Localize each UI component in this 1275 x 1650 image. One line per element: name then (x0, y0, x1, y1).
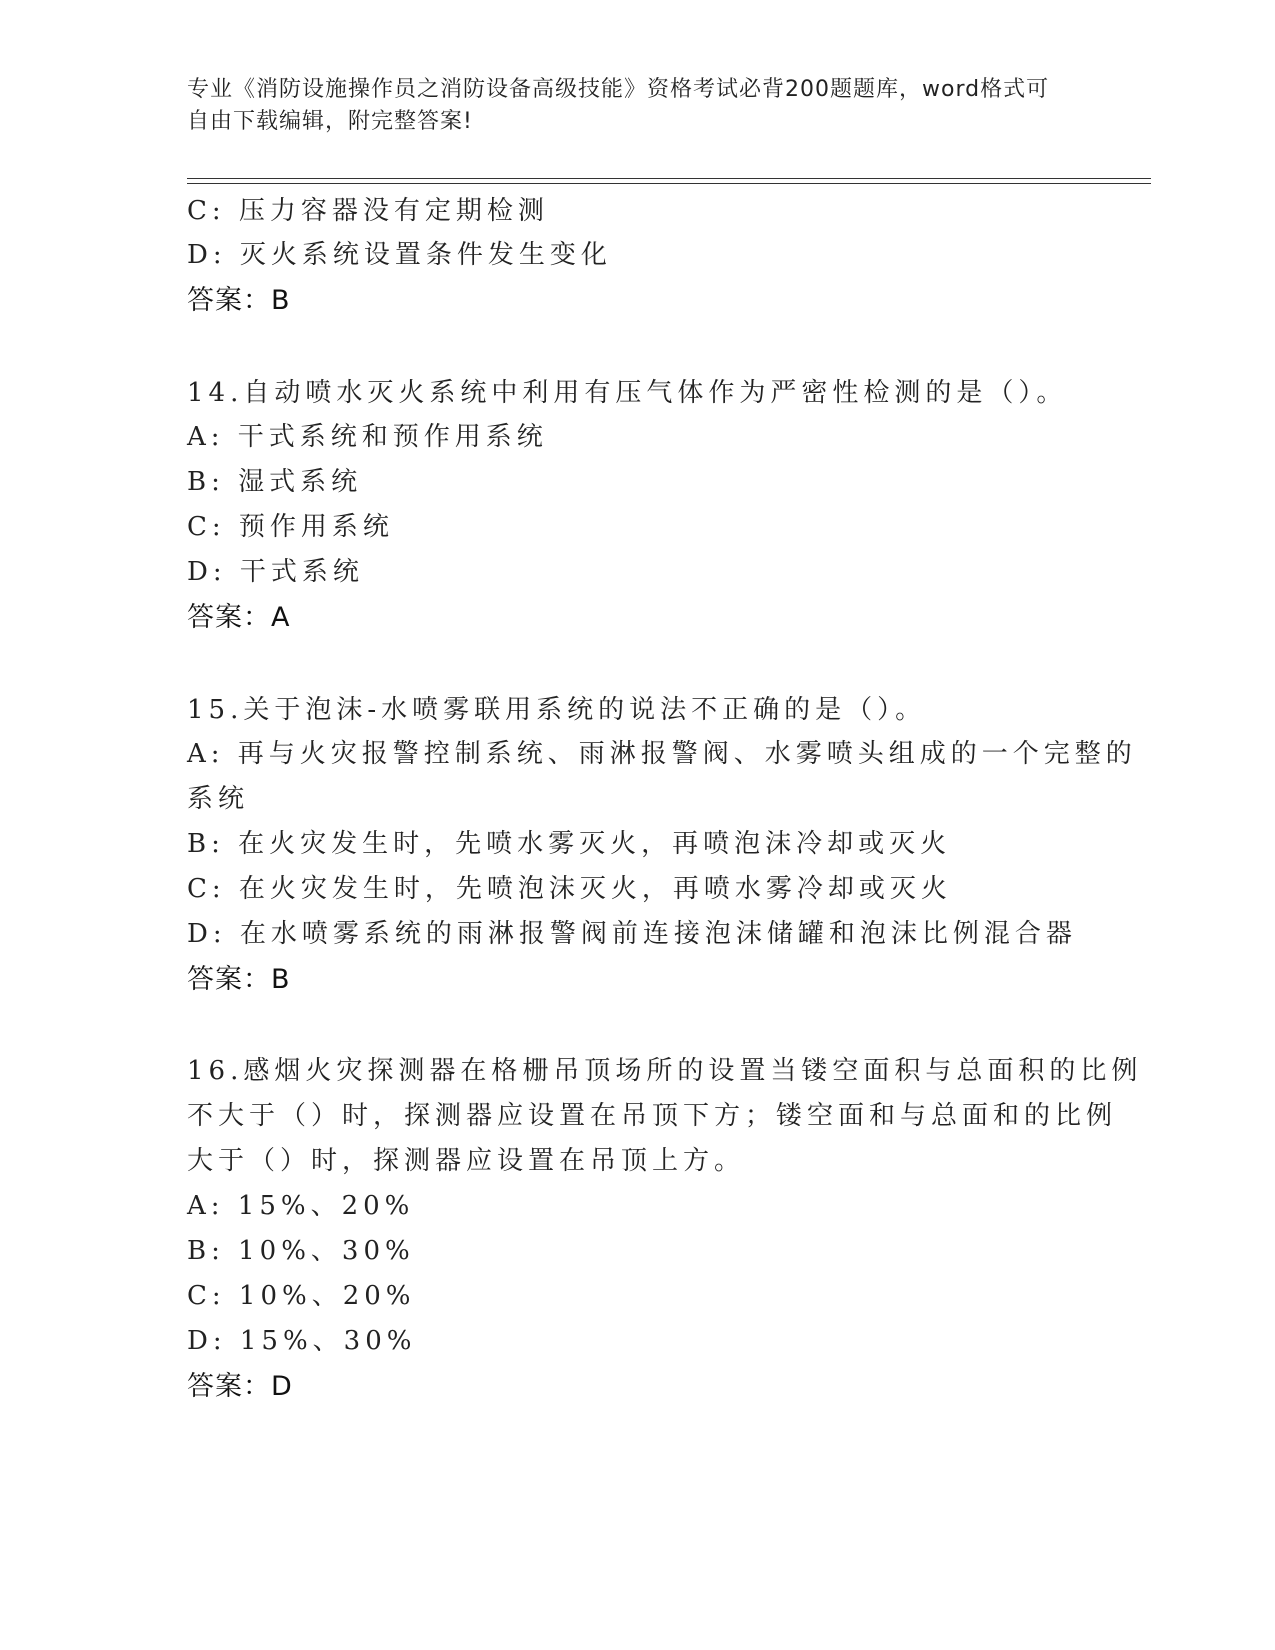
q16-stem-line-1: 16.感烟火灾探测器在格栅吊顶场所的设置当镂空面积与总面积的比例 (187, 1056, 1143, 1086)
header-divider-top (187, 178, 1151, 179)
header-divider-bottom (187, 183, 1151, 184)
q16-option-d: D: 15%、30% (187, 1326, 417, 1356)
q14-option-b: B: 湿式系统 (187, 467, 363, 497)
document-header: 专业《消防设施操作员之消防设备高级技能》资格考试必背200题题库，word格式可自由下载编辑，附完整答案! (187, 77, 1050, 134)
q14-option-c: C: 预作用系统 (187, 512, 394, 542)
q15-option-b: B: 在火灾发生时，先喷水雾灭火，再喷泡沫冷却或灭火 (187, 829, 952, 859)
q15-stem: 15.关于泡沫-水喷雾联用系统的说法不正确的是（）。 (187, 695, 927, 725)
q14-option-d: D: 干式系统 (187, 557, 364, 587)
q15-option-a-cont: 系统 (187, 784, 250, 814)
q14-option-a: A: 干式系统和预作用系统 (187, 422, 548, 452)
q16-stem-line-3: 大于（）时，探测器应设置在吊顶上方。 (187, 1146, 746, 1176)
q14-answer: 答案：A (187, 602, 291, 633)
q13-answer: 答案：B (187, 285, 291, 316)
q16-option-b: B: 10%、30% (187, 1236, 415, 1266)
q16-answer: 答案：D (187, 1371, 293, 1402)
q13-option-d: D: 灭火系统设置条件发生变化 (187, 240, 612, 270)
q15-option-d: D: 在水喷雾系统的雨淋报警阀前连接泡沫储罐和泡沫比例混合器 (187, 919, 1077, 949)
q13-option-c: C: 压力容器没有定期检测 (187, 196, 549, 226)
q16-stem-line-2: 不大于（）时，探测器应设置在吊顶下方；镂空面和与总面和的比例 (187, 1101, 1118, 1131)
q15-option-c: C: 在火灾发生时，先喷泡沫灭火，再喷水雾冷却或灭火 (187, 874, 952, 904)
q15-answer: 答案：B (187, 964, 291, 995)
q16-option-a: A: 15%、20% (187, 1191, 415, 1221)
q16-option-c: C: 10%、20% (187, 1281, 416, 1311)
q14-stem: 14.自动喷水灭火系统中利用有压气体作为严密性检测的是（）。 (187, 378, 1068, 408)
q15-option-a: A: 再与火灾报警控制系统、雨淋报警阀、水雾喷头组成的一个完整的 (187, 739, 1137, 769)
